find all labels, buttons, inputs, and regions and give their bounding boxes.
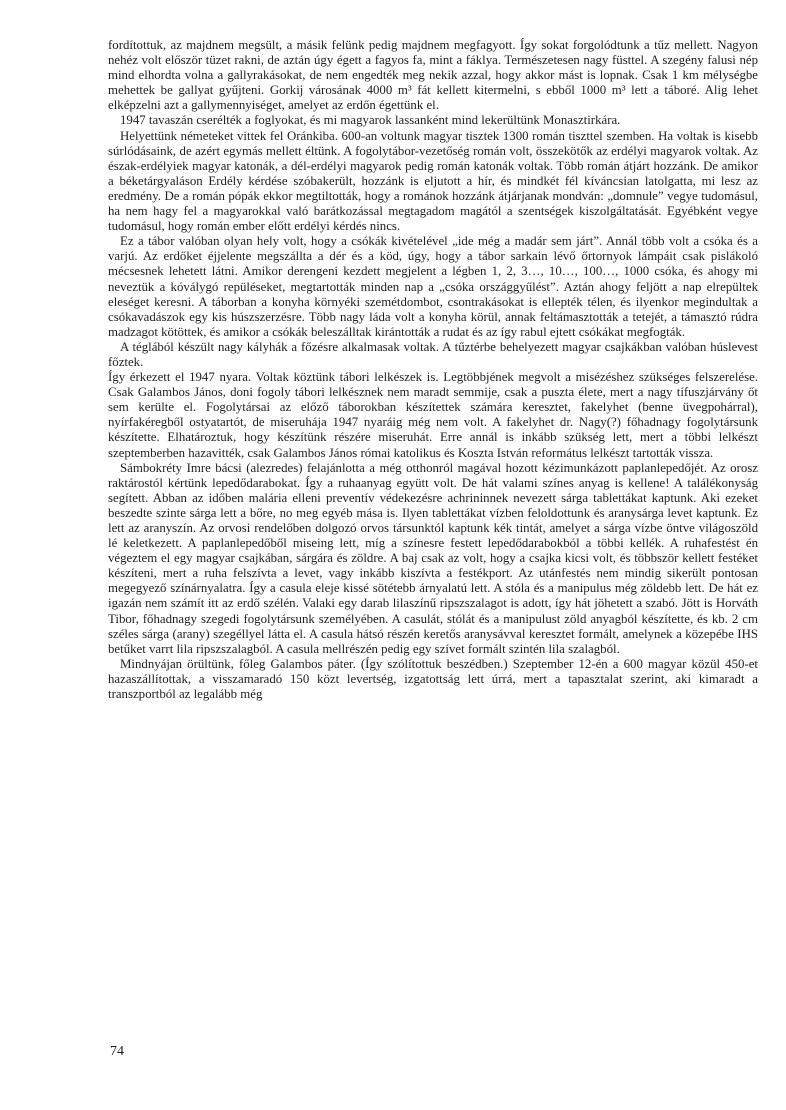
- paragraph: 1947 tavaszán cserélték a foglyokat, és mi magyarok lassanként mind lekerültünk Monasztirkára.: [120, 113, 621, 128]
- paragraph: Ez a tábor valóban olyan hely volt, hogy a csókák kivételével „ide még a madár sem járt”. Annál több volt a csóka és a varjú. Az erdőket éjjelente megszállta a dér és a köd, úgy, hogy a tábor sarkain lévő őrtornyok lámpáit csak pislákoló mécsesnek lehetett látni. Amikor derengeni kezdett megjelent a légben 1, 2, 3…, 10…, 100…, 1000 csóka, és ahogy mi neveztük a kóválygó repüléseket, megtartották minden nap a „csóka országgyűlést”. Aztán ahogy feljött a nap elrepültek eleséget keresni. A táborban a konyha környéki szemétdombot, csontrakásokat is ellepték télen, és ilyenkor megindultak a csókavadászok egy kis húszszerzésre. Több nagy láda volt a konyha körül, annak feltámasztották a tetejét, a támasztó rúdra madzagot kötöttek, és amikor a csókák beleszálltak kirántották a rudat és az így rabul ejtett csókákat megfogták.: [108, 234, 758, 339]
- paragraph: Mindnyájan örültünk, főleg Galambos páter. (Így szólítottuk beszédben.) Szeptember 12-én a 600 magyar közül 450-et hazaszállítottak, a visszamaradó 150 közt levertség, izgatottság lett úrrá, mert a tapasztalat szerint, aki kimaradt a transzportból az legalább még: [108, 656, 758, 702]
- page-text-block: [108, 38, 758, 702]
- page-number: 74: [110, 1044, 124, 1059]
- paragraph: Így érkezett el 1947 nyara. Voltak köztünk tábori lelkészek is. Legtöbbjének megvolt a misézéshez szükséges felszerelése. Csak Galambos János, doni fogoly tábori lelkésznek nem maradt semmije, csak a puszta élete, mert a nagy tífuszjárvány őt sem kerülte el. Fogolytársai az előző táborokban készítettek számára keresztet, fakelyhet (benne üvegpohárral), nyírfakéregből ostyatartót, de miseruhája 1947 nyaráig még nem volt. A fakelyhet dr. Nagy(?) főhadnagy fogolytársunk készítette. Elhatároztuk, hogy készítünk részére miseruhát. Erre annál is inkább szükség lett, mert a többi lelkészt szeptemberben hazavitték, csak Galambos János római katolikus és Koszta István református lelkészt tartották vissza.: [108, 370, 758, 460]
- paragraph: fordítottuk, az majdnem megsült, a másik felünk pedig majdnem megfagyott. Így sokat forgolódtunk a tűz mellett. Nagyon nehéz volt először tüzet rakni, de aztán úgy égett a fagyos fa, mint a fáklya. Természetesen nagy füsttel. A szegény falusi nép mind elhordta volna a gallyrakásokat, de nem engedték meg nekik azzal, hogy akkor mást is lopnak. Csak 1 km mélységbe mehettek be gallyat gyűjteni. Gorkij városának 4000 m³ fát kellett kitermelni, s ebből 1000 m³ lett a táboré. Alig lehet elképzelni azt a gallymennyiséget, amelyet az erdőn égettünk el.: [108, 38, 758, 113]
- paragraph: Sámbokréty Imre bácsi (alezredes) felajánlotta a még otthonról magával hozott kézimunkázott paplanlepedőjét. Az orosz raktárostól kértünk lepedődarabokat. Így a ruhaanyag együtt volt. De hát valami színes anyag is kellene! A találékonyság segített. Abban az időben malária elleni preventív védekezésre achrininnek nevezett sárga tablettákat kaptunk. Aki ezeket beszedte szinte sárga lett a bőre, no meg egyéb mása is. Ilyen tablettákat vízben feloldottunk és aranysárga levet kaptunk. Ez lett az aranyszín. Az orvosi rendelőben dolgozó orvos társunktól kaptunk kék tintát, amelyet a sárga vízbe öntve világoszöld lé keletkezett. A paplanlepedőből miseing lett, míg a színesre festett lepedődarabokból a többi kellék. A ruhafestést én végeztem el egy magyar csajkában, sárgára és zöldre. A baj csak az volt, hogy a csajka kicsi volt, és többször kellett festéket készíteni, mert a ruha felszívta a levet, vagy inkább kiszívta a festékport. Az utánfestés nem mindig sikerült pontosan megegyező színárnyalatra. Így a casula eleje kissé sötétebb árnyalatú lett. A stóla és a manipulus még zöldebb lett. De hát ez igazán nem számít itt az erdő szélén. Valaki egy darab lilaszínű ripszszalagot is adott, így hát jöhetett a szabó. Jött is Horváth Tibor, főhadnagy szegedi fogolytársunk személyében. A casulát, stólát és a manipulust zöld anyagból készítette, és kb. 2 cm széles sárga (arany) szegéllyel látta el. A casula hátsó részén keretős aranysávval keresztet formált, amelynek a közepébe IHS betűket varrt lila ripszszalagból. A casula mellrészén pedig egy szívet formált szintén lila szalagból.: [108, 460, 758, 656]
- paragraph: Helyettünk németeket vittek fel Oránkiba. 600-an voltunk magyar tisztek 1300 román tiszttel szemben. Ha voltak is kisebb súrlódásaink, de azért egymás mellett éltünk. A fogolytábor-vezetőség román volt, összekötők az erdélyi magyarok voltak. Az észak-erdélyiek magyar katonák, a dél-erdélyi magyarok pedig román katonák voltak. Több román átjárt hozzánk. De amikor a béketárgyaláson Erdély kérdése szóbakerült, hozzánk is eljutott a hír, és mindkét fél kíváncsian latolgatta, mi lesz az eredmény. De a román pópák ekkor megtiltották, hogy a románok hozzánk átjárjanak mondván: „domnule” vegye tudomásul, ha nem hagy fel a magyarokkal való barátkozással megtagadom magától a szentségek kiszolgáltatását. Egyébként vegye tudomásul, hogy román ember előtt erdélyi kérdés nincs.: [108, 128, 758, 234]
- paragraph: A téglából készült nagy kályhák a főzésre alkalmasak voltak. A tűztérbe behelyezett magyar csajkákban valóban húslevest főztek.: [108, 339, 758, 369]
